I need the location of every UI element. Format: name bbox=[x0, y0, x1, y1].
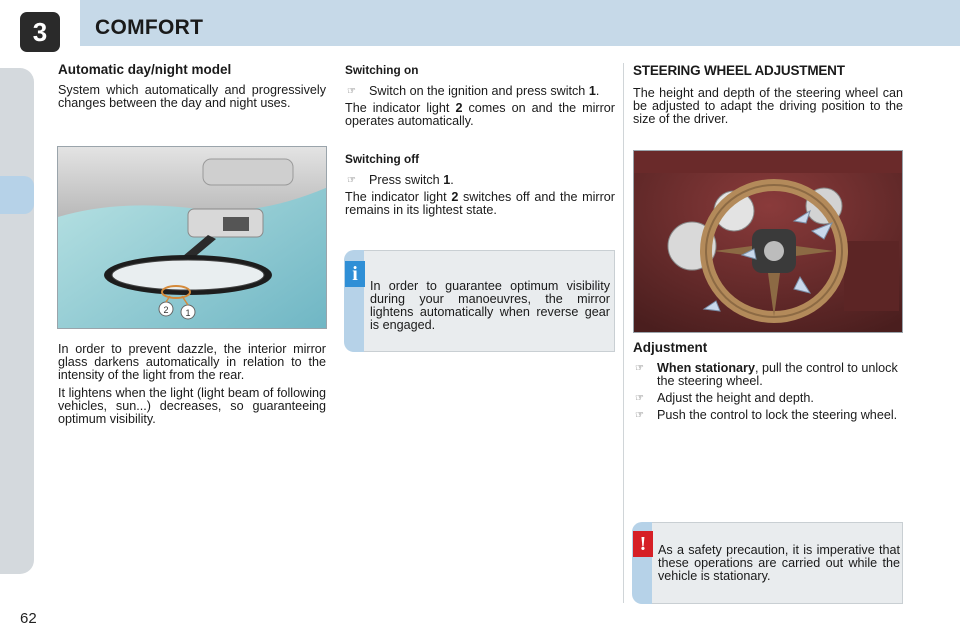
side-strip bbox=[0, 68, 34, 574]
switching-off-step-end: . bbox=[450, 173, 454, 187]
chapter-tab[interactable] bbox=[0, 176, 34, 214]
page-number: 62 bbox=[20, 610, 37, 627]
adjustment-step-emphasis: When stationary bbox=[657, 361, 755, 375]
info-icon: i bbox=[345, 261, 365, 287]
switch-number: 1 bbox=[588, 84, 596, 98]
pointing-hand-icon: ☞ bbox=[347, 86, 356, 97]
indicator-number: 2 bbox=[451, 190, 459, 204]
switching-off-heading: Switching off bbox=[345, 152, 420, 166]
left-column bbox=[58, 63, 326, 115]
adjustment-step-text: , pull the control to unlock the steering wheel. bbox=[657, 361, 898, 388]
chapter-number-badge: 3 bbox=[20, 12, 60, 52]
adjustment-section bbox=[633, 341, 905, 426]
adjustment-heading: Adjustment bbox=[633, 340, 708, 355]
indicator-number: 2 bbox=[455, 101, 463, 115]
switching-on-description bbox=[345, 102, 615, 128]
mirror-photo bbox=[57, 146, 327, 329]
switching-off-description bbox=[345, 191, 615, 217]
callout-1: 1 bbox=[185, 308, 191, 318]
adjustment-step-text: Push the control to lock the steering wheel. bbox=[657, 408, 898, 422]
callout-2: 2 bbox=[163, 305, 169, 315]
lighten-paragraph: It lightens when the light (light beam of following vehicles, sun...) decreases, so guaranteeing optimum visibility. bbox=[58, 386, 326, 426]
left-column-body bbox=[58, 343, 326, 431]
pointing-hand-icon: ☞ bbox=[635, 363, 644, 374]
switching-on-desc-text: The indicator light bbox=[345, 101, 456, 115]
adjustment-step-text: Adjust the height and depth. bbox=[657, 391, 814, 405]
warning-icon: ! bbox=[633, 531, 653, 557]
adjustment-step bbox=[633, 362, 905, 388]
pointing-hand-icon: ☞ bbox=[635, 410, 644, 421]
switching-on-step-end: . bbox=[595, 84, 600, 98]
steering-wheel-heading: STEERING WHEEL ADJUSTMENT bbox=[633, 63, 845, 78]
day-night-intro: System which automatically and progressively changes between the day and night uses. bbox=[58, 83, 326, 110]
switch-number: 1 bbox=[443, 173, 451, 187]
warning-note-text: As a safety precaution, it is imperative that these operations are carried out while the vehicle is stationary. bbox=[658, 543, 900, 583]
steering-wheel-illustration bbox=[634, 151, 903, 333]
chapter-title: COMFORT bbox=[95, 16, 204, 39]
pointing-hand-icon: ☞ bbox=[635, 393, 644, 404]
switching-off-step bbox=[345, 174, 615, 187]
switching-off-desc-end: switches off and the mirror remains in its lightest state. bbox=[345, 190, 615, 217]
right-column bbox=[633, 64, 903, 131]
adjustment-step bbox=[633, 409, 905, 422]
section-heading-day-night: Automatic day/night model bbox=[58, 62, 232, 77]
switching-on-step-text: Switch on the ignition and press switch bbox=[369, 84, 589, 98]
info-note-text: In order to guarantee optimum visibility during your manoeuvres, the mirror lightens automatically when reverse gear is engaged. bbox=[370, 279, 610, 332]
steering-wheel-intro: The height and depth of the steering wheel can be adjusted to adapt the driving position to the size of the driver. bbox=[633, 86, 903, 126]
dazzle-paragraph: In order to prevent dazzle, the interior mirror glass darkens automatically in relation to the intensity of the light from the rear. bbox=[58, 342, 326, 382]
switching-on-desc-end: comes on and the mirror operates automatically. bbox=[345, 101, 615, 128]
adjustment-step bbox=[633, 392, 905, 405]
middle-column bbox=[345, 64, 615, 222]
rear-view-mirror-illustration bbox=[58, 147, 327, 329]
switching-on-step bbox=[345, 85, 615, 98]
switching-off-step-text: Press switch bbox=[369, 173, 444, 187]
pointing-hand-icon: ☞ bbox=[347, 175, 356, 186]
steering-wheel-photo bbox=[633, 150, 903, 333]
switching-off-desc-text: The indicator light bbox=[345, 190, 452, 204]
column-divider bbox=[623, 63, 624, 603]
switching-on-heading: Switching on bbox=[345, 63, 419, 77]
